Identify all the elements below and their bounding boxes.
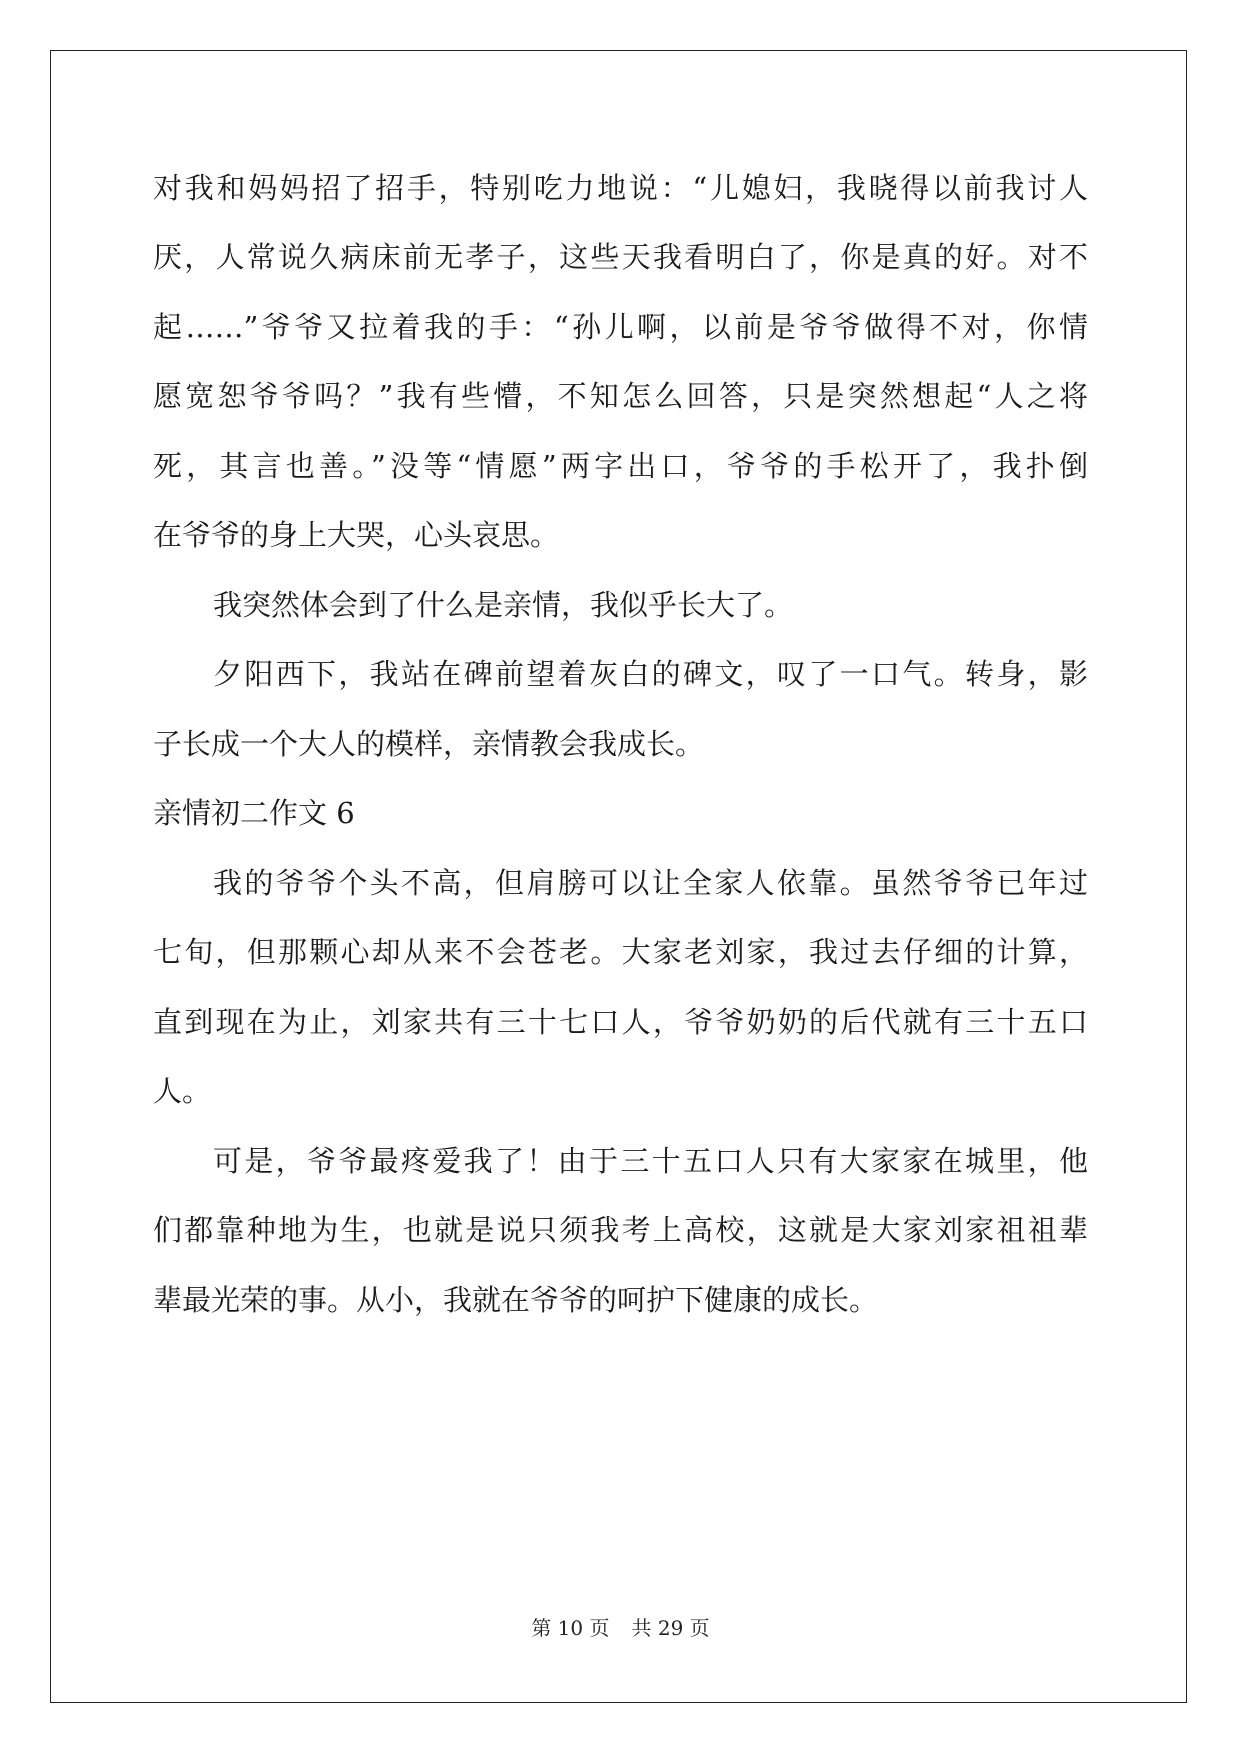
- paragraph-line: 起……”爷爷又拉着我的手：“孙儿啊，以前是爷爷做得不对，你情: [153, 310, 1088, 344]
- paragraph-line: 厌，人常说久病床前无孝子，这些天我看明白了，你是真的好。对不: [153, 240, 1088, 274]
- paragraph-line: 对我和妈妈招了招手，特别吃力地说：“儿媳妇，我晓得以前我讨人: [153, 171, 1088, 205]
- paragraph-line: 愿宽恕爷爷吗？”我有些懵，不知怎么回答，只是突然想起“人之将: [153, 379, 1088, 413]
- paragraph-line: 辈最光荣的事。从小，我就在爷爷的呵护下健康的成长。: [153, 1283, 879, 1317]
- paragraph-line: 直到现在为止，刘家共有三十七口人，爷爷奶奶的后代就有三十五口: [153, 1005, 1088, 1039]
- paragraph-line: 在爷爷的身上大哭，心头哀思。: [153, 518, 560, 552]
- paragraph-line: 七旬，但那颗心却从来不会苍老。大家老刘家，我过去仔细的计算，: [153, 935, 1088, 969]
- page-number: 第 10 页: [531, 1616, 610, 1640]
- paragraph-line: 们都靠种地为生，也就是说只须我考上高校，这就是大家刘家祖祖辈: [153, 1213, 1088, 1247]
- paragraph-line: 死，其言也善。”没等“情愿”两字出口，爷爷的手松开了，我扑倒: [153, 449, 1088, 483]
- paragraph-line: 我突然体会到了什么是亲情，我似乎长大了。: [213, 588, 794, 622]
- paragraph-line: 我的爷爷个头不高，但肩膀可以让全家人依靠。虽然爷爷已年过: [213, 866, 1088, 900]
- page-total: 共 29 页: [631, 1616, 710, 1640]
- paragraph-line: 可是，爷爷最疼爱我了！由于三十五口人只有大家家在城里，他: [213, 1144, 1088, 1178]
- section-heading: 亲情初二作文 6: [153, 796, 355, 830]
- paragraph-line: 子长成一个大人的模样，亲情教会我成长。: [153, 727, 705, 761]
- paragraph-line: 夕阳西下，我站在碑前望着灰白的碑文，叹了一口气。转身，影: [213, 657, 1088, 691]
- paragraph-line: 人。: [153, 1074, 212, 1108]
- page-footer: [0, 1612, 1241, 1641]
